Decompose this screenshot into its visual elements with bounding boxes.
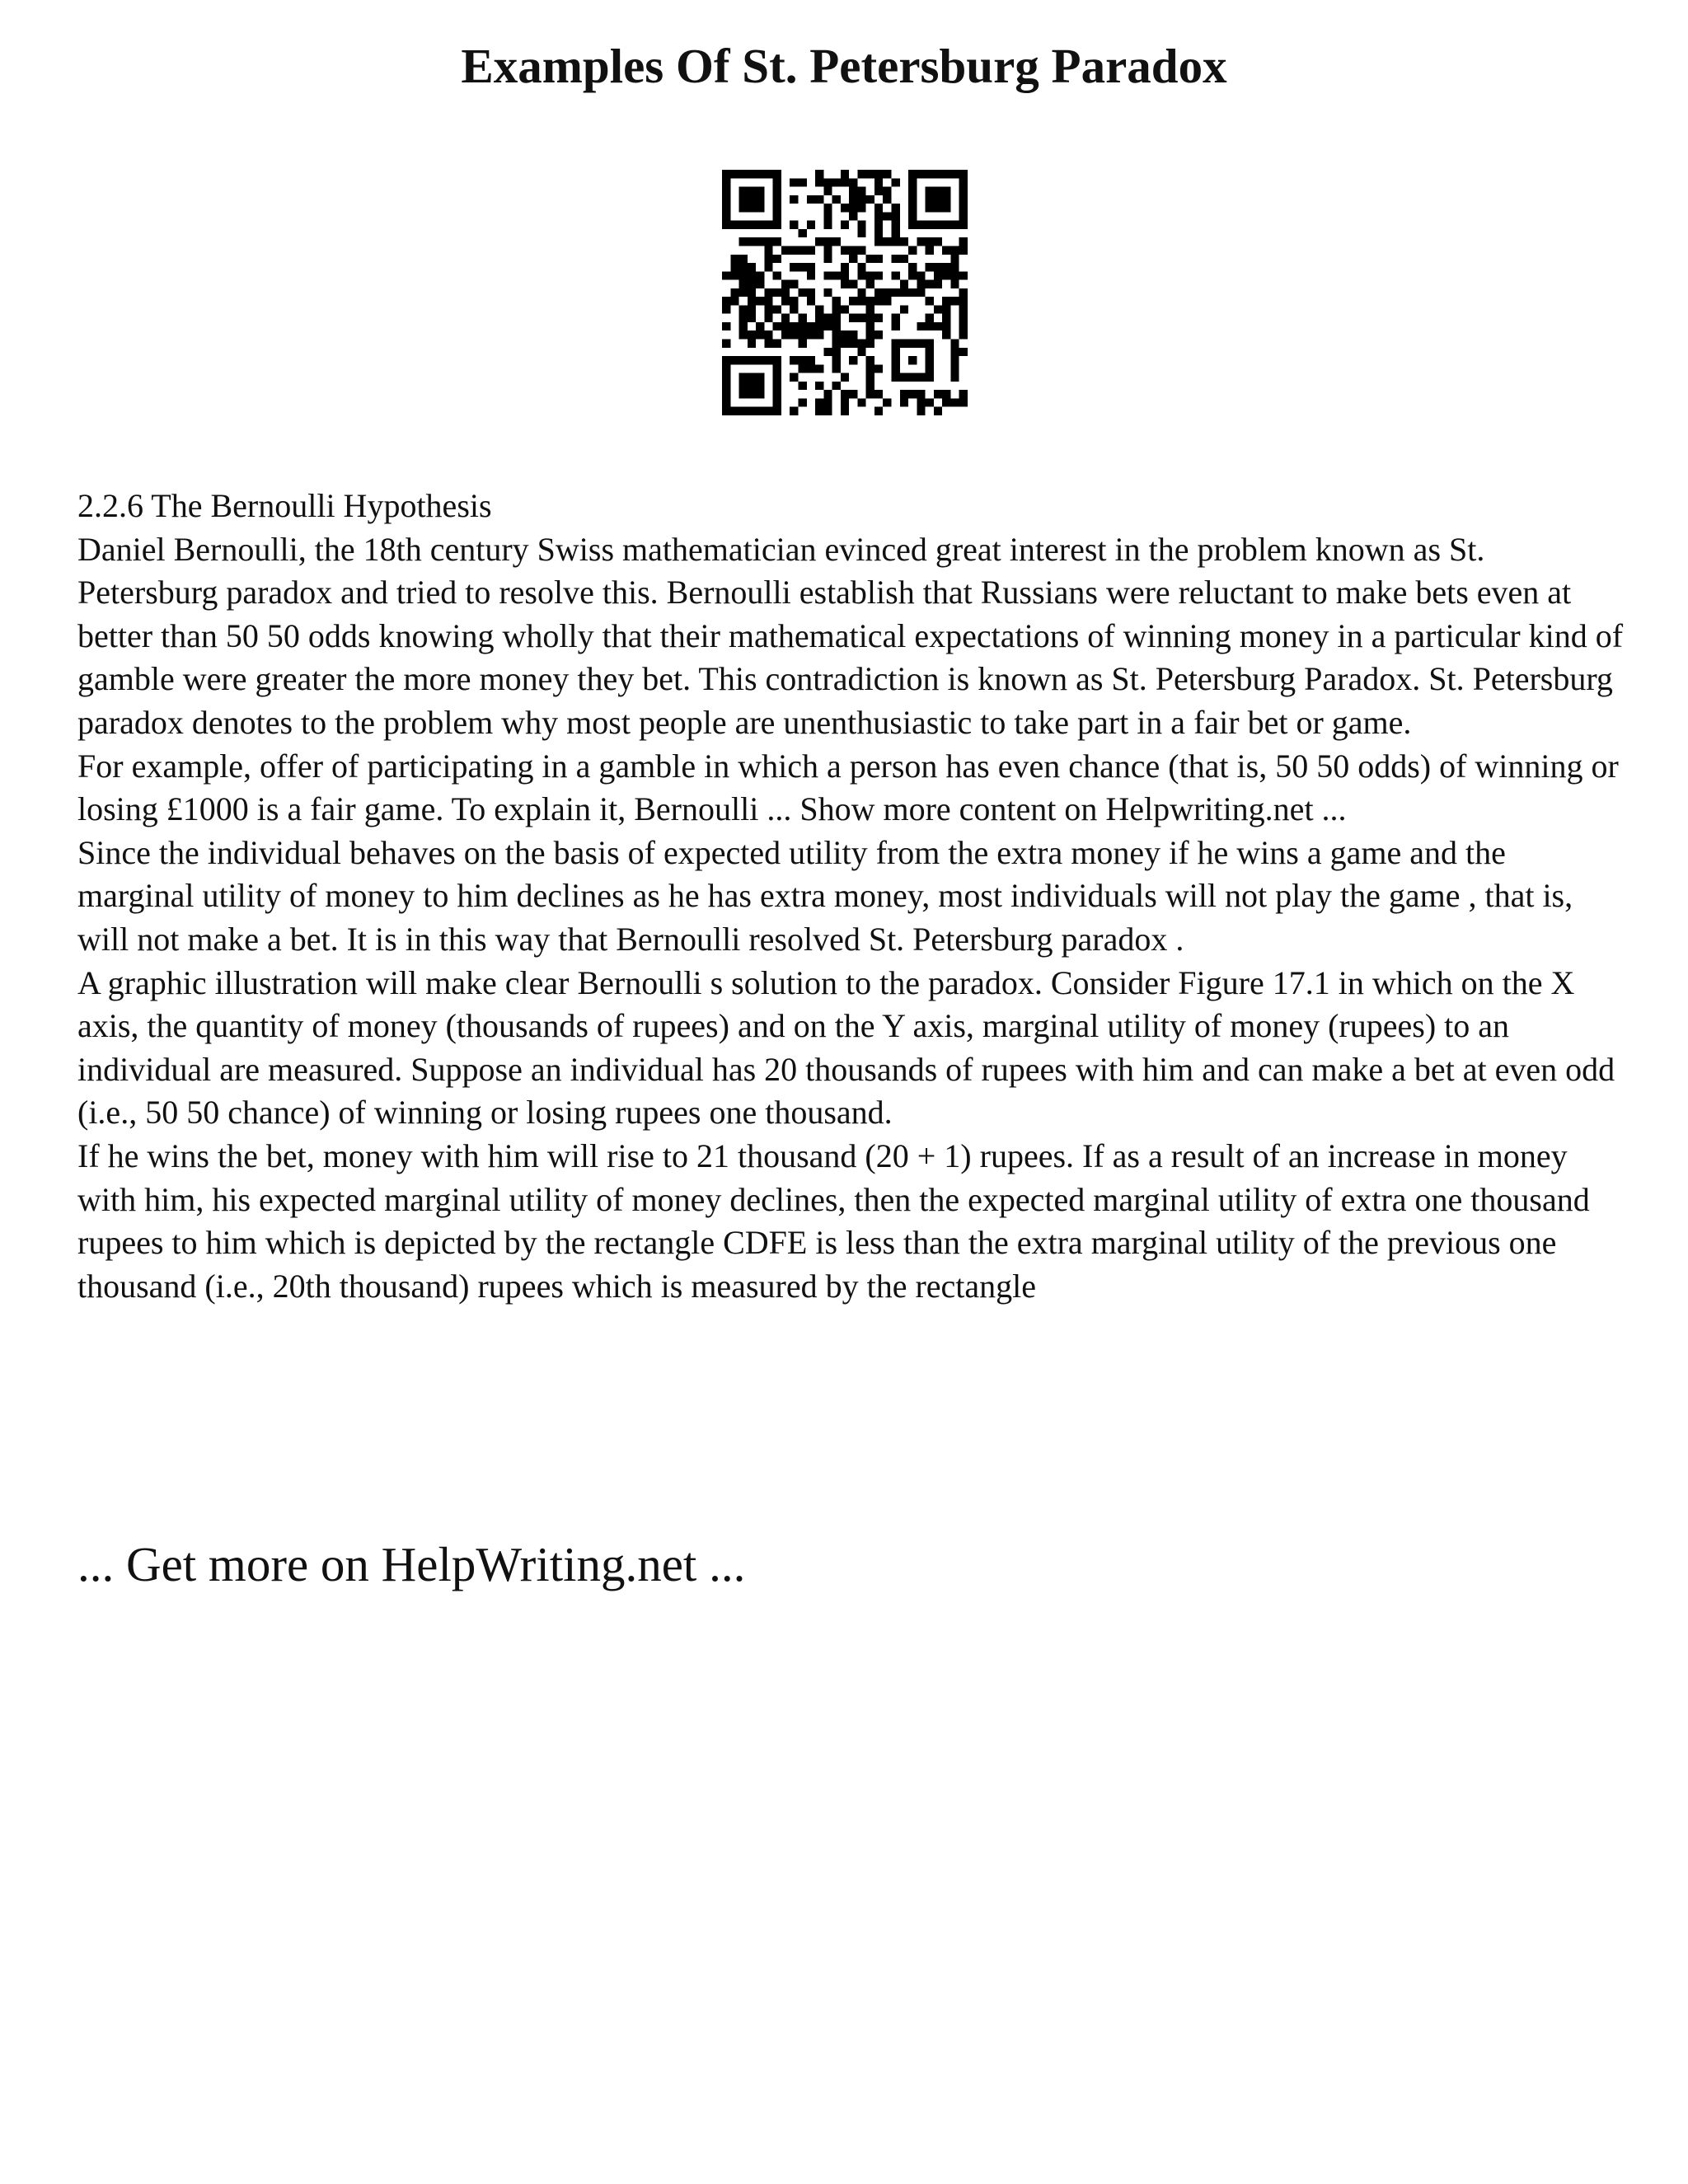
section-heading: 2.2.6 The Bernoulli Hypothesis [77,487,492,524]
paragraph: A graphic illustration will make clear Bernoulli s solution to the paradox. Consider Figure 17.1 in which on the X axis, the quantity of money (thousands of rupees) and on the Y axis, marginal utility of money (rupees) to an individual are measured. Suppose an individual has 20 thousands of rupees with him and can make a bet at even odd (i.e., 50 50 chance) of winning or losing rupees one thousand. [77,963,1615,1132]
page-title: Examples Of St. Petersburg Paradox [461,39,1227,93]
article-body [77,485,1627,1308]
qr-code-icon [722,170,968,415]
paragraph: Since the individual behaves on the basis of expected utility from the extra money if he wins a game and the marginal utility of money to him declines as he has extra money, most individuals will not play the game , that is, will not make a bet. It is in this way that Bernoulli resolved St. Petersburg paradox . [77,833,1573,958]
paragraph: Daniel Bernoulli, the 18th century Swiss mathematician evinced great interest in the problem known as St. Petersburg paradox and tried to resolve this. Bernoulli establish that Russians were reluctant to make bets even at better than 50 50 odds knowing wholly that their mathematical expectations of winning money in a particular kind of gamble were greater the more money they bet. This contradiction is known as St. Petersburg Paradox. St. Petersburg paradox denotes to the problem why most people are unenthusiastic to take part in a fair bet or game. [77,530,1624,741]
get-more-link[interactable]: ... Get more on HelpWriting.net ... [77,1537,746,1591]
paragraph: For example, offer of participating in a gamble in which a person has even chance (that is, 50 50 odds) of winning or losing £1000 is a fair game. To explain it, Bernoulli ... Show more content on Helpwriting.net ... [77,747,1619,828]
paragraph: If he wins the bet, money with him will rise to 21 thousand (20 + 1) rupees. If as a result of an increase in money with him, his expected marginal utility of money declines, then the expected marginal utility of extra one thousand rupees to him which is depicted by the rectangle CDFE is less than the extra marginal utility of the previous one thousand (i.e., 20th thousand) rupees which is measured by the rectangle [77,1137,1590,1305]
